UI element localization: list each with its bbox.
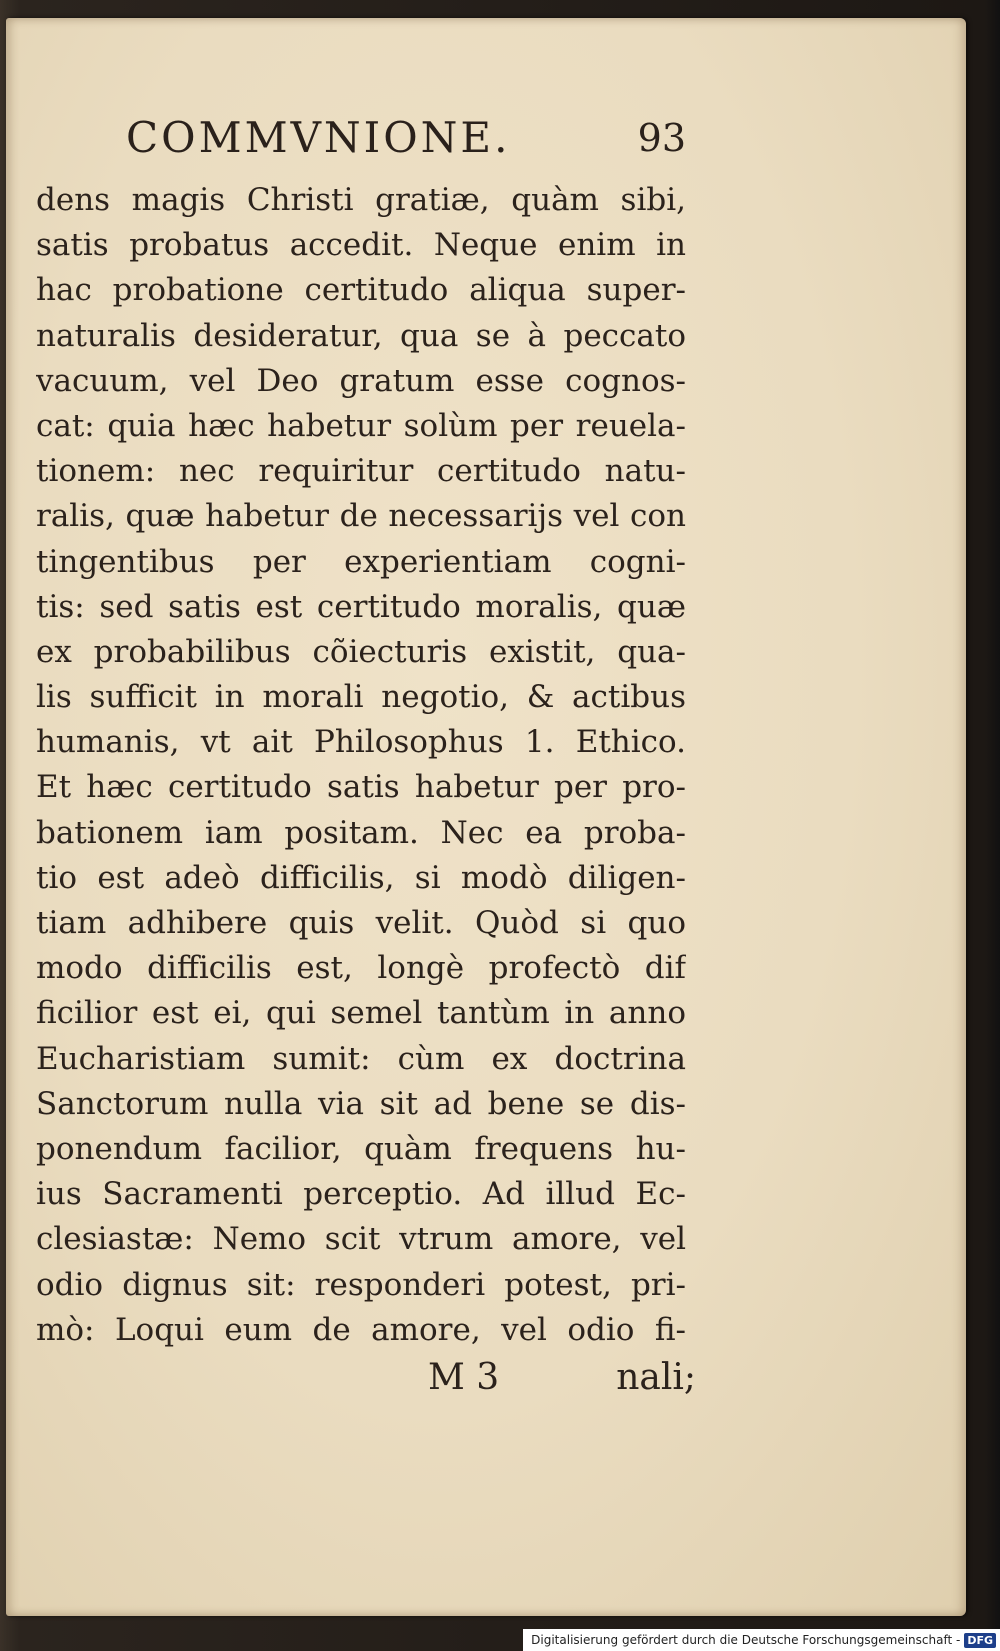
- text-line: dens magis Christi gratiæ, quàm sibi,: [36, 182, 686, 218]
- text-line: clesiastæ: Nemo scit vtrum amore, vel: [36, 1221, 686, 1258]
- page-header: [126, 108, 686, 168]
- body-text: [36, 178, 686, 1353]
- book-page: [6, 18, 966, 1616]
- text-line: odio dignus sit: responderi potest, pri-: [36, 1266, 686, 1303]
- text-line: Eucharistiam sumit: cùm ex doctrina: [36, 1040, 686, 1077]
- text-line: tiam adhibere quis velit. Quòd si quo: [36, 905, 686, 941]
- page-footer: [406, 1353, 696, 1403]
- text-line: hac probatione certitudo aliqua super-: [36, 272, 686, 309]
- running-head: COMMVNIONE.: [126, 113, 511, 162]
- text-line: ex probabilibus cõiecturis existit, qua-: [36, 633, 686, 670]
- text-line: tis: sed satis est certitudo moralis, quæ: [36, 588, 686, 625]
- attribution-text: Digitalisierung gefördert durch die Deutsche Forschungsgemeinschaft -: [531, 1633, 961, 1647]
- text-line: tingentibus per experientiam cogni-: [36, 543, 686, 580]
- text-line: naturalis desideratur, qua se à peccato: [36, 317, 686, 354]
- text-line: humanis, vt ait Philosophus 1. Ethico.: [36, 724, 686, 761]
- text-line: Sanctorum nulla via sit ad bene se dis-: [36, 1085, 686, 1122]
- text-line: ralis, quæ habetur de necessarijs vel con: [36, 498, 686, 535]
- text-line: tio est adeò difficilis, si modò diligen-: [36, 859, 686, 896]
- text-line: bationem iam positam. Nec ea proba-: [36, 814, 686, 851]
- dfg-logo: DFG: [964, 1633, 996, 1648]
- text-line: ius Sacramenti perceptio. Ad illud Ec-: [36, 1176, 686, 1213]
- text-line: vacuum, vel Deo gratum esse cognos-: [36, 362, 686, 399]
- catchword: nali;: [616, 1357, 696, 1398]
- text-line: modo difficilis est, longè profectò dif: [36, 950, 686, 987]
- text-line: ficilior est ei, qui semel tantùm in anno: [36, 995, 686, 1032]
- text-line: ponendum facilior, quàm frequens hu-: [36, 1130, 686, 1167]
- text-line: Et hæc certitudo satis habetur per pro-: [36, 769, 686, 806]
- text-line: cat: quia hæc habetur solùm per reuela-: [36, 407, 686, 444]
- signature-mark: M 3: [428, 1357, 500, 1398]
- page-number: 93: [637, 116, 686, 160]
- text-line: mò: Loqui eum de amore, vel odio fi-: [36, 1311, 686, 1348]
- text-line: tionem: nec requiritur certitudo natu-: [36, 453, 686, 490]
- text-line: satis probatus accedit. Neque enim in: [36, 227, 686, 264]
- dfg-attribution: [523, 1629, 1000, 1651]
- text-line: lis sufficit in morali negotio, & actibus: [36, 679, 686, 716]
